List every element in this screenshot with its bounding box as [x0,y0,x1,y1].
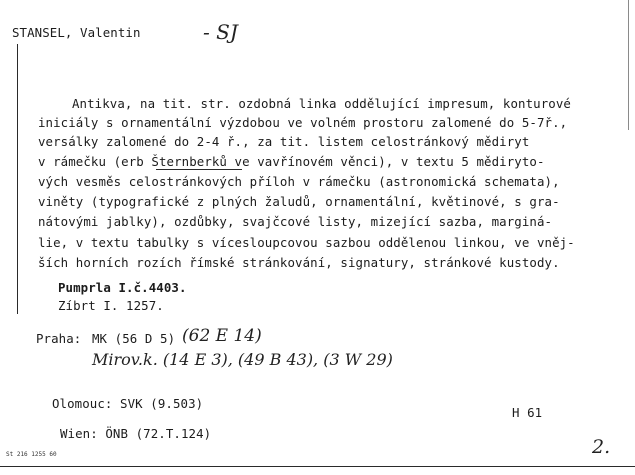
body-line: versálky zalomené do 2-4 ř., za tit. listem celostránkový mědiryt [38,134,530,149]
praha-label: Praha: [36,331,82,346]
author-heading: STANSEL, Valentin [12,25,141,40]
body-line: iniciály s ornamentální výzdobou ve volném prostoru zalomené do 5-7ř., [38,115,568,130]
body-line: Antikva, na tit. str. ozdobná linka oddělující impresum, konturové [72,96,571,111]
handwritten-mark: - SJ [203,20,238,44]
reference-pumprla: Pumprla I.č.4403. [58,280,187,295]
print-code: St 216 1255 60 [6,451,57,458]
body-line: lie, v textu tabulky s vícesloupcovou sazbou oddělenou linkou, ve vněj- [38,235,575,250]
right-edge-rule [628,0,629,130]
praha-handwritten-holdings: Mirov.k. (14 E 3), (49 B 43), (3 W 29) [92,350,393,369]
page-number: 2. [592,436,611,458]
reference-zibrt: Zíbrt I. 1257. [58,298,164,313]
underline-sternberku [156,169,242,170]
wien-holding: Wien: ÖNB (72.T.124) [60,426,212,441]
bottom-edge-rule [0,466,635,467]
praha-handwritten-shelf: (62 E 14) [182,326,262,346]
body-line: ších horních rozích římské stránkování, signatury, stránkové kustody. [38,255,560,270]
olomouc-holding: Olomouc: SVK (9.503) [52,396,204,411]
shelf-mark: H 61 [512,405,543,420]
body-line: viněty (typografické z plných žaludů, ornamentální, květinové, s gra- [38,194,560,209]
body-line: vých vesměs celostránkových příloh v rámečku (astronomická schemata), [38,174,560,189]
body-line: v rámečku (erb Šternberků ve vavřínovém věnci), v textu 5 mědiryto- [38,154,545,169]
body-line: nátovými jablky), ozdůbky, svajčcové listy, mizející sazba, marginá- [38,214,553,229]
margin-rule [17,44,18,314]
praha-value: MK (56 D 5) [92,331,176,346]
